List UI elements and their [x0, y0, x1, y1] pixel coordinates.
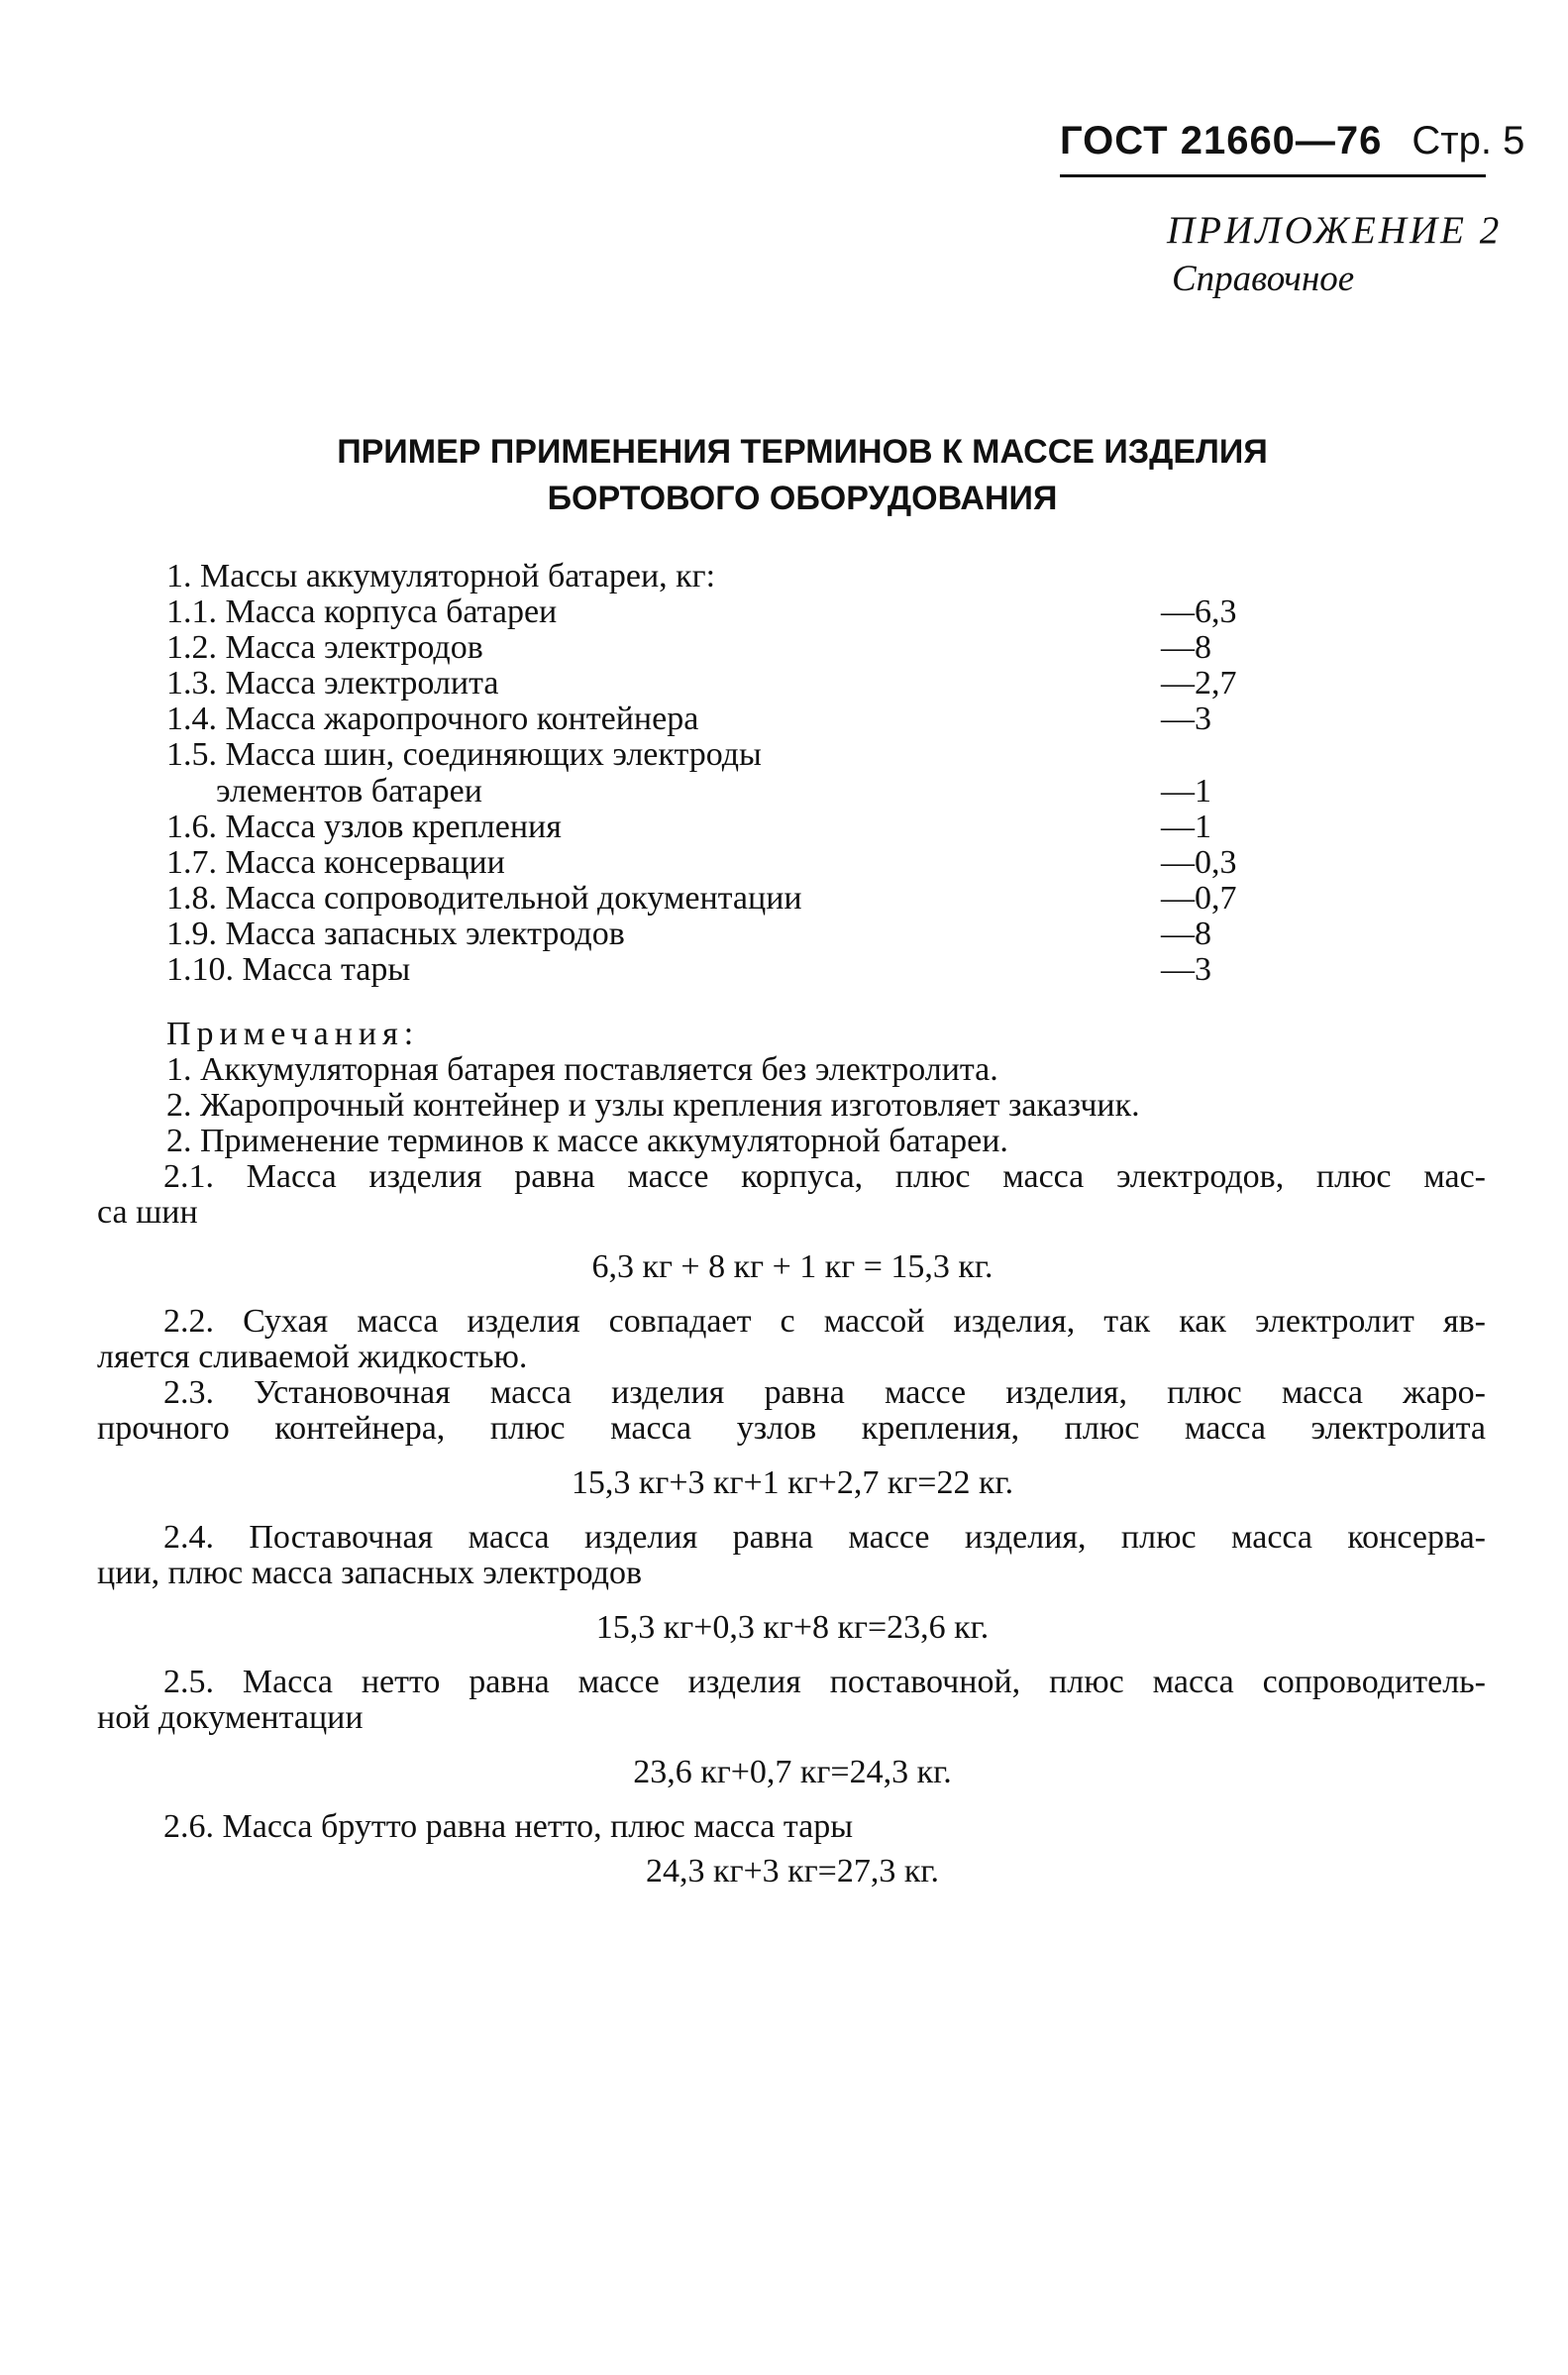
formula-2-1: 6,3 кг + 8 кг + 1 кг = 15,3 кг.	[591, 1248, 993, 1285]
paragraph-2-4-line-1: 2.4. Поставочная масса изделия равна массе изделия, плюс масса консерва-	[163, 1519, 1486, 1556]
note-item: 1. Аккумуляторная батарея поставляется без электролита.	[166, 1051, 998, 1088]
mass-item-value: —8	[1161, 629, 1211, 666]
paragraph-2-1-line-1: 2.1. Масса изделия равна массе корпуса, плюс масса электродов, плюс мас-	[163, 1158, 1486, 1195]
mass-item-value: —6,3	[1161, 594, 1237, 630]
notes-heading: Примечания:	[166, 1016, 420, 1052]
formula-2-6: 24,3 кг+3 кг=27,3 кг.	[646, 1853, 939, 1889]
formula-2-4: 15,3 кг+0,3 кг+8 кг=23,6 кг.	[595, 1609, 990, 1646]
mass-item-label: 1.6. Масса узлов крепления	[166, 809, 562, 845]
document-title-line-2: БОРТОВОГО ОБОРУДОВАНИЯ	[547, 480, 1058, 517]
paragraph-2-1-line-2: са шин	[97, 1194, 198, 1231]
mass-item-value: —8	[1161, 916, 1211, 952]
document-title-line-1: ПРИМЕР ПРИМЕНЕНИЯ ТЕРМИНОВ К МАССЕ ИЗДЕЛИЯ	[337, 433, 1268, 471]
mass-item-value: —0,3	[1161, 844, 1237, 881]
mass-item-label: 1.1. Масса корпуса батареи	[166, 594, 558, 630]
mass-item-label: 1.4. Масса жаропрочного контейнера	[166, 701, 699, 737]
section-2-heading: 2. Применение терминов к массе аккумуляторной батареи.	[166, 1123, 1008, 1159]
mass-item-label: 1.10. Масса тары	[166, 951, 411, 988]
mass-item-value: —2,7	[1161, 665, 1237, 702]
paragraph-2-2-line-2: ляется сливаемой жидкостью.	[97, 1339, 528, 1375]
mass-item-value: —1	[1161, 809, 1211, 845]
standard-number: ГОСТ 21660—76	[1060, 119, 1383, 162]
paragraph-2-6-line-1: 2.6. Масса брутто равна нетто, плюс масса тары	[163, 1808, 854, 1845]
paragraph-2-5-line-1: 2.5. Масса нетто равна массе изделия поставочной, плюс масса сопроводитель-	[163, 1664, 1486, 1700]
mass-item-label: 1.7. Масса консервации	[166, 844, 505, 881]
mass-item-label: 1.2. Масса электродов	[166, 629, 483, 666]
mass-item-label: 1.3. Масса электролита	[166, 665, 499, 702]
paragraph-2-5-line-2: ной документации	[97, 1699, 364, 1736]
formula-2-5: 23,6 кг+0,7 кг=24,3 кг.	[633, 1754, 952, 1790]
mass-item-label: 1.9. Масса запасных электродов	[166, 916, 625, 952]
note-item: 2. Жаропрочный контейнер и узлы крепления изготовляет заказчик.	[166, 1087, 1140, 1124]
mass-list-heading: 1. Массы аккумуляторной батареи, кг:	[166, 558, 716, 594]
paragraph-2-3-line-2: прочного контейнера, плюс масса узлов крепления, плюс масса электролита	[97, 1410, 1486, 1447]
mass-item-value: —1	[1161, 773, 1211, 810]
page-header	[1060, 117, 1525, 166]
mass-item-value: —3	[1161, 951, 1211, 988]
mass-item-label-continued: элементов батареи	[216, 773, 482, 810]
mass-item-value: —3	[1161, 701, 1211, 737]
page-number: Стр. 5	[1411, 119, 1525, 162]
mass-item-value: —0,7	[1161, 880, 1237, 917]
appendix-kind: Справочное	[1172, 259, 1355, 299]
paragraph-2-4-line-2: ции, плюс масса запасных электродов	[97, 1555, 643, 1591]
mass-item-label: 1.8. Масса сопроводительной документации	[166, 880, 802, 917]
appendix-label: ПРИЛОЖЕНИЕ 2	[1167, 209, 1503, 252]
formula-2-3: 15,3 кг+3 кг+1 кг+2,7 кг=22 кг.	[571, 1464, 1014, 1501]
mass-item-label: 1.5. Масса шин, соединяющих электроды	[166, 736, 762, 773]
paragraph-2-3-line-1: 2.3. Установочная масса изделия равна массе изделия, плюс масса жаро-	[163, 1374, 1486, 1411]
paragraph-2-2-line-1: 2.2. Сухая масса изделия совпадает с массой изделия, так как электролит яв-	[163, 1303, 1486, 1340]
header-rule	[1060, 174, 1486, 177]
